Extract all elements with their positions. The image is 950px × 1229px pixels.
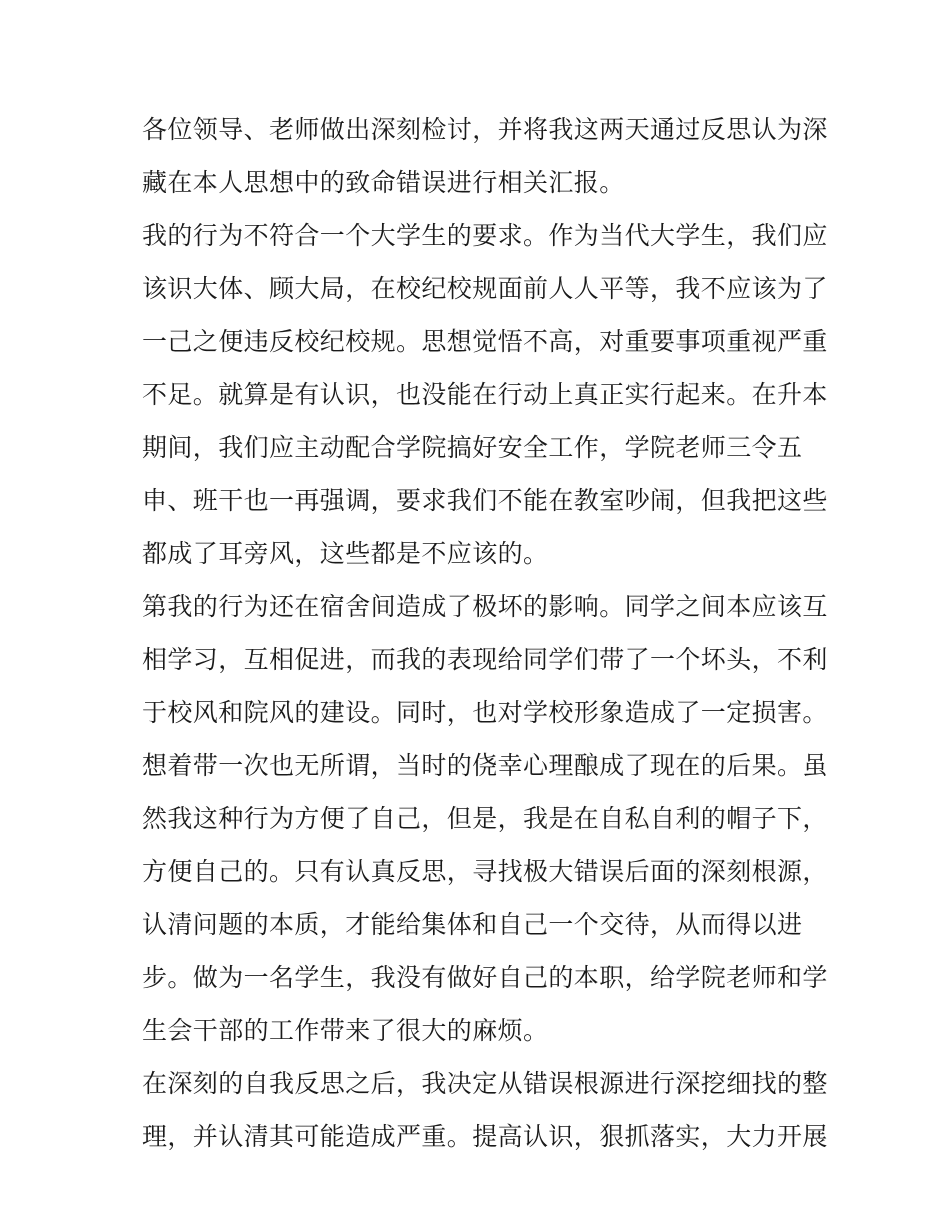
text-line: 第我的行为还在宿舍间造成了极坏的影响。同学之间本应该互	[142, 592, 828, 621]
text-line: 我的行为不符合一个大学生的要求。作为当代大学生，我们应	[142, 221, 828, 250]
text-line: 申、班干也一再强调，要求我们不能在教室吵闹，但我把这些	[142, 486, 828, 515]
text-line: 在深刻的自我反思之后，我决定从错误根源进行深挖细找的整	[142, 1069, 828, 1098]
text-line: 理，并认清其可能造成严重。提高认识，狠抓落实，大力开展	[142, 1122, 828, 1151]
text-line: 各位领导、老师做出深刻检讨，并将我这两天通过反思认为深	[142, 115, 828, 144]
text-line: 相学习，互相促进，而我的表现给同学们带了一个坏头，不利	[142, 645, 828, 674]
text-line: 一己之便违反校纪校规。思想觉悟不高，对重要事项重视严重	[142, 327, 828, 356]
text-line: 步。做为一名学生，我没有做好自己的本职，给学院老师和学	[142, 963, 828, 992]
text-line: 期间，我们应主动配合学院搞好安全工作，学院老师三令五	[142, 433, 803, 462]
text-line: 该识大体、顾大局，在校纪校规面前人人平等，我不应该为了	[142, 274, 828, 303]
text-line: 认清问题的本质，才能给集体和自己一个交待，从而得以进	[142, 910, 803, 939]
text-line: 于校风和院风的建设。同时，也对学校形象造成了一定损害。	[142, 698, 828, 727]
text-line: 不足。就算是有认识，也没能在行动上真正实行起来。在升本	[142, 380, 828, 409]
text-line: 想着带一次也无所谓，当时的侥幸心理酿成了现在的后果。虽	[142, 751, 828, 780]
text-line: 方便自己的。只有认真反思，寻找极大错误后面的深刻根源，	[142, 857, 828, 886]
text-line: 藏在本人思想中的致命错误进行相关汇报。	[142, 168, 625, 197]
text-line: 然我这种行为方便了自己，但是，我是在自私自利的帽子下，	[142, 804, 828, 833]
text-line: 生会干部的工作带来了很大的麻烦。	[142, 1016, 549, 1045]
text-line: 都成了耳旁风，这些都是不应该的。	[142, 539, 549, 568]
